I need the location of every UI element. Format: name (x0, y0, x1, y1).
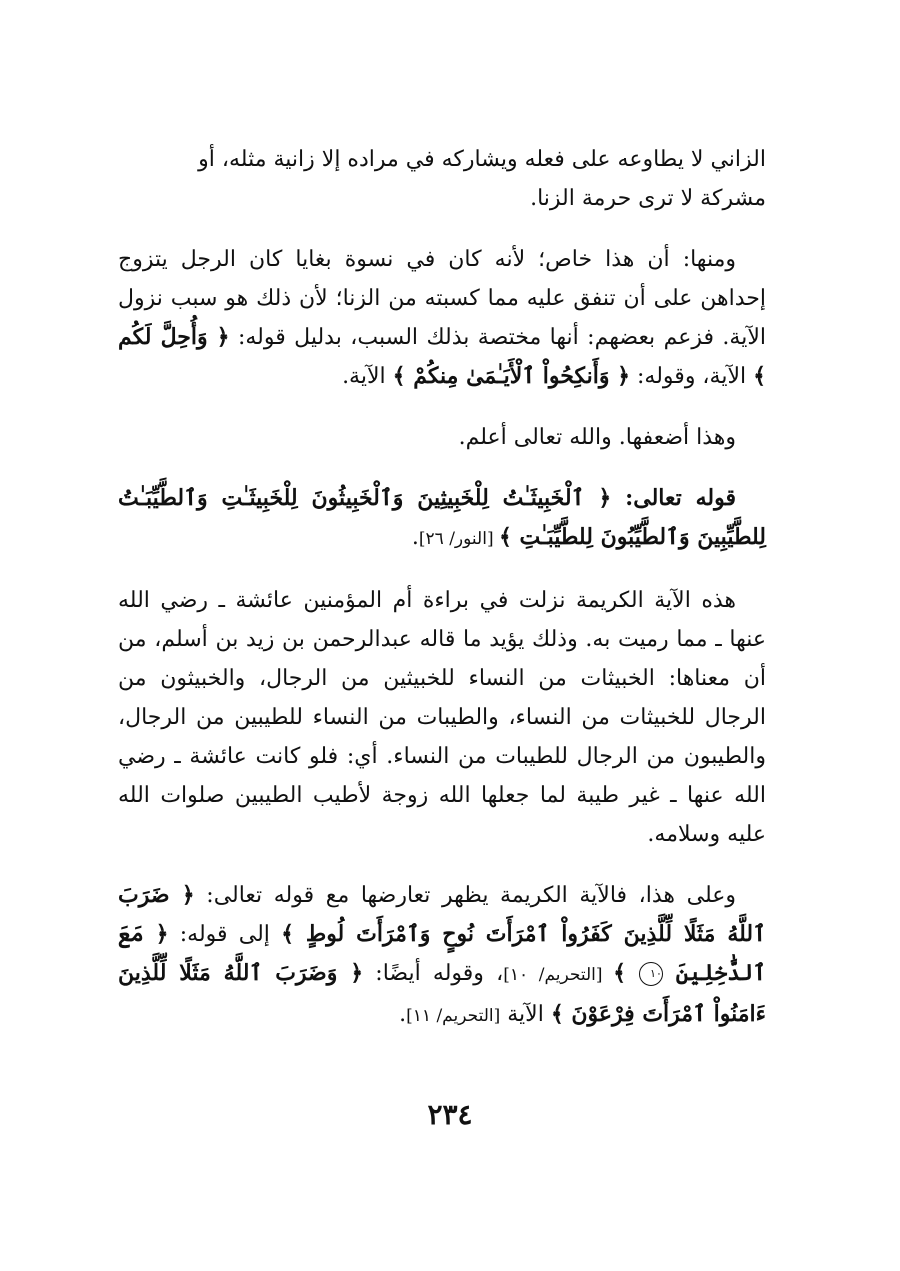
paragraph-2-connector: الآية، وقوله: (630, 364, 754, 389)
quran-quote: ﴿ وَأُحِلَّ لَكُم ﴾ (118, 324, 766, 389)
quran-quote: ﴿ ٱلْخَبِيثَـٰتُ لِلْخَبِيثِينَ وَٱلْخَبِيثُونَ لِلْخَبِيثَـٰتِ وَٱلطَّيِّبَـٰتُ لِلطَّيِّبِينَ وَٱلطَّيِّبُونَ لِلطَّيِّبَـٰتِ ﴾ (118, 485, 766, 550)
paragraph-4-end: . (411, 525, 419, 550)
paragraph-6-end: . (399, 1002, 407, 1027)
paragraph-4 (118, 479, 766, 559)
quran-quote: ﴿ وَأَنكِحُواْ ٱلْأَيَـٰمَىٰ مِنكُمْ ﴾ (392, 363, 631, 389)
verse-reference: [التحريم/ ١٠] (503, 965, 614, 985)
verse-heading: قوله تعالى: (611, 485, 736, 511)
verse-reference: [النور/ ٢٦] (418, 529, 499, 549)
paragraph-5-text: هذه الآية الكريمة نزلت في براءة أم المؤمنين عائشة ـ رضي الله عنها ـ مما رميت به. وذلك يؤيد ما قاله عبدالرحمن بن زيد بن أسلم، من أن معناها: الخبيثات من النساء للخبيثين من الرجال، والخبيثون من الرجال للخبيثات من النساء، والطيبات من النساء للطيبين من الرجال، والطيبون من الرجال للطيبات من النساء. أي: فلو كانت عائشة ـ رضي الله عنها ـ غير طيبة لما جعلها الله زوجة لأطيب الطيبين صلوات الله عليه وسلامه. (118, 588, 767, 847)
paragraph-6-text: وعلى هذا، فالآية الكريمة يظهر تعارضها مع قوله تعالى: (194, 883, 736, 908)
verse-reference: [التحريم/ ١١] (406, 1006, 501, 1026)
quran-quote: ﴿ ضَرَبَ ٱللَّهُ مَثَلًا لِّلَّذِينَ كَفَرُواْ ٱمْرَأَتَ نُوحٍ وَٱمْرَأَتَ لُوطٍ ﴾ (118, 882, 766, 947)
paragraph-1-line-1: الزاني لا يطاوعه على فعله ويشاركه في مراده إلا زانية مثله، أو (198, 147, 766, 172)
paragraph-3-text: وهذا أضعفها. والله تعالى أعلم. (458, 425, 736, 450)
paragraph-6-connector-3: الآية (500, 1002, 551, 1027)
quran-quote: ﴿ مَعَ ٱلدَّٰخِلِينَ (118, 921, 766, 986)
paragraph-2-tail: الآية. (342, 364, 393, 389)
paragraph-1 (118, 140, 766, 218)
paragraph-6-connector: إلى قوله: (168, 922, 282, 947)
paragraph-6 (118, 876, 766, 1036)
paragraph-1-line-2: مشركة لا ترى حرمة الزنا. (530, 186, 766, 211)
paragraph-3 (118, 418, 766, 457)
page-number: ٢٣٤ (427, 1098, 473, 1131)
paragraph-6-connector-2: ، وقوله أيضًا: (363, 961, 504, 986)
page-body (118, 140, 766, 1058)
paragraph-5 (118, 581, 766, 854)
paragraph-2 (118, 240, 766, 396)
paragraph-2-text: ومنها: أن هذا خاص؛ لأنه كان في نسوة بغايا كان الرجل يتزوج إحداهن على أن تنفق عليه مما كسبته من الزنا؛ لأن ذلك هو سبب نزول الآية. فزعم بعضهم: أنها مختصة بذلك السبب، بدليل قوله: (118, 247, 766, 350)
quran-quote: ﴿ وَضَرَبَ ٱللَّهُ مَثَلًا لِّلَّذِينَ ءَامَنُواْ ٱمْرَأَتَ فِرْعَوْنَ ﴾ (118, 960, 766, 1027)
ayah-number-marker: ١٠ (639, 962, 663, 986)
quran-quote-close: ﴾ (613, 960, 639, 986)
